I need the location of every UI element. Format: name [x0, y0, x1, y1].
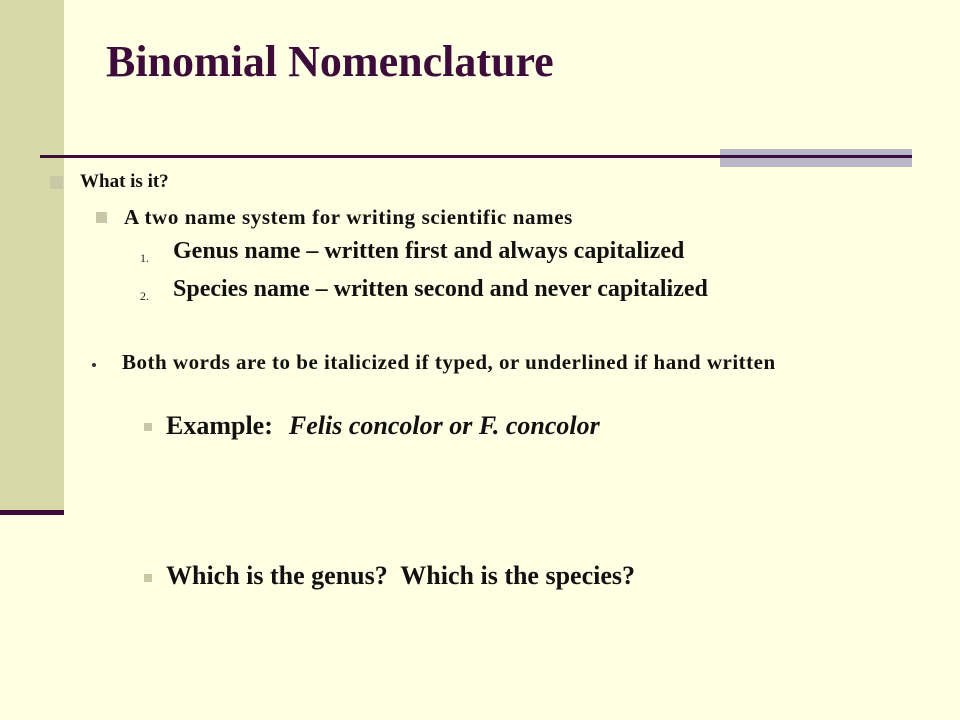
title-rule-accent-line — [720, 155, 912, 158]
square-bullet-icon — [144, 574, 152, 582]
square-bullet-icon — [50, 176, 63, 189]
bullet-definition: A two name system for writing scientific names — [124, 205, 573, 229]
title-rule-accent — [720, 149, 912, 167]
list-item-species: Species name – written second and never capitalized — [173, 276, 708, 302]
dot-bullet-icon — [92, 363, 96, 367]
list-number: 2. — [140, 289, 149, 303]
list-number: 1. — [140, 251, 149, 265]
question-line: Which is the genus? Which is the species? — [166, 561, 636, 590]
square-bullet-icon — [144, 423, 152, 431]
bullet-what-is-it: What is it? — [80, 171, 169, 192]
example-line — [166, 411, 600, 441]
example-label: Example: — [166, 411, 273, 440]
side-decoration-foot — [0, 510, 64, 515]
square-bullet-icon — [96, 212, 107, 223]
side-decoration-bar — [0, 0, 64, 512]
bullet-italic-rule: Both words are to be italicized if typed, or underlined if hand written — [122, 350, 776, 374]
example-scientific-name: Felis concolor or F. concolor — [288, 411, 600, 440]
list-item-genus: Genus name – written first and always capitalized — [173, 238, 685, 264]
slide-title: Binomial Nomenclature — [106, 37, 554, 86]
